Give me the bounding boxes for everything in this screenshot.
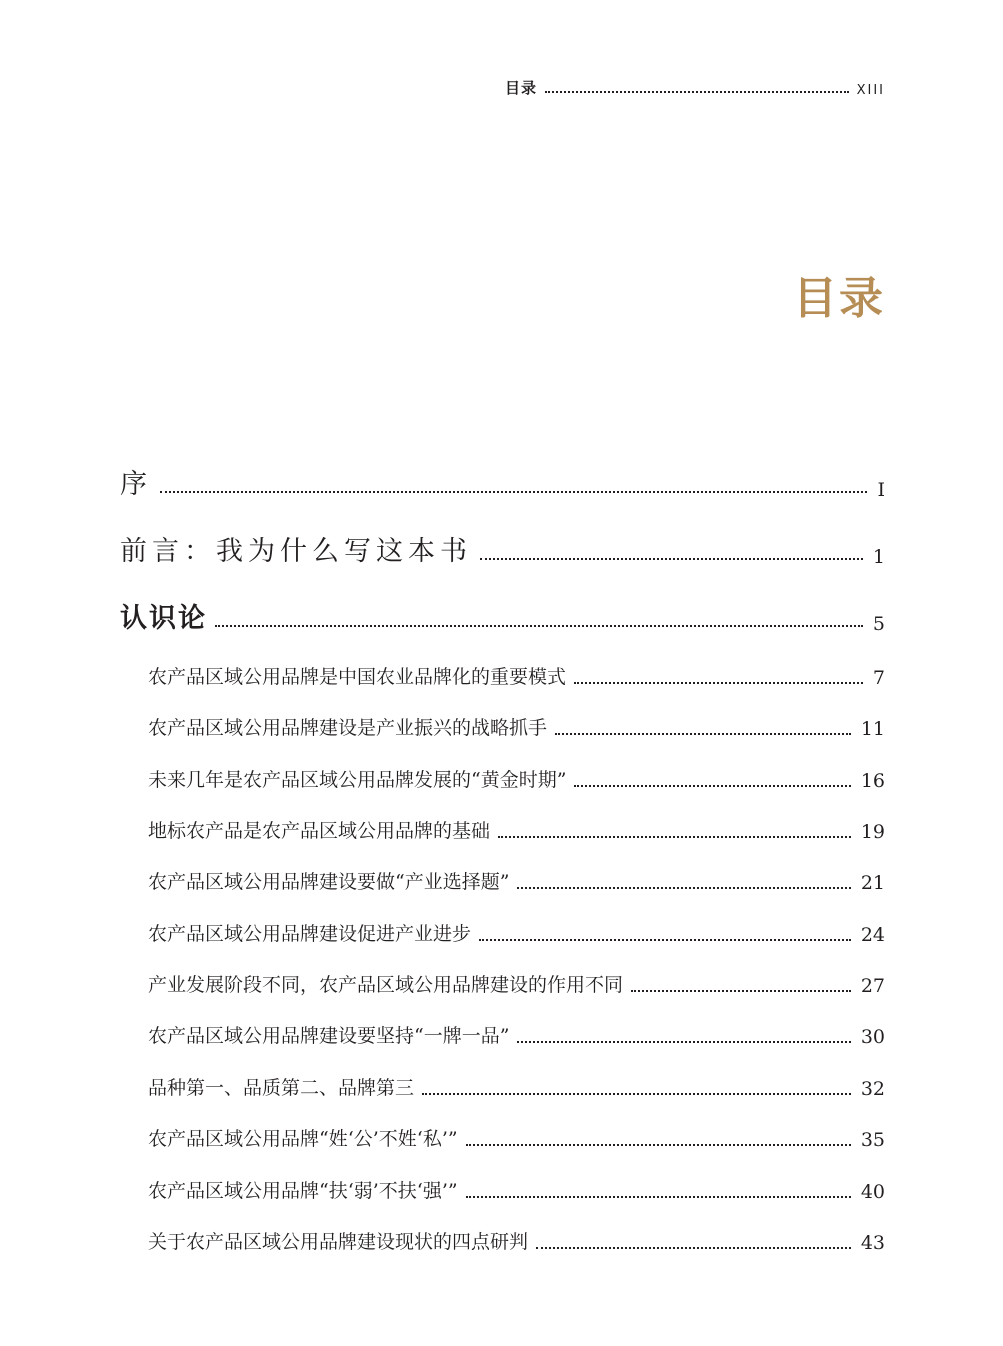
toc-dot-leader: [480, 558, 863, 560]
toc-entry-part[interactable]: [120, 596, 885, 635]
toc-entry-preface[interactable]: [120, 462, 885, 501]
toc-page-number: 43: [860, 1232, 885, 1254]
toc-entry-label: 未来几年是农产品区域公用品牌发展的“黄金时期”: [148, 769, 567, 791]
toc-entry-label: 农产品区域公用品牌“扶‘弱’不扶‘强’”: [148, 1180, 458, 1202]
toc-page-number: 40: [860, 1181, 885, 1203]
toc-entry[interactable]: [148, 1021, 885, 1048]
toc-entry-label: 产业发展阶段不同，农产品区域公用品牌建设的作用不同: [148, 974, 624, 996]
toc-dot-leader: [479, 939, 851, 941]
toc-entry[interactable]: [148, 765, 885, 792]
running-head-page-number: XIII: [856, 83, 885, 98]
toc-page-number: 16: [860, 770, 885, 792]
toc-entry-label: 农产品区域公用品牌建设促进产业进步: [148, 923, 472, 945]
toc-entry-label: 农产品区域公用品牌建设是产业振兴的战略抓手: [148, 717, 548, 739]
toc-entry-label: 品种第一、品质第二、品牌第三: [148, 1077, 415, 1099]
toc-page-number: 30: [860, 1026, 885, 1048]
toc-entry[interactable]: [148, 1176, 885, 1203]
toc-page-number: 35: [860, 1129, 885, 1151]
toc-entry-label: 关于农产品区域公用品牌建设现状的四点研判: [148, 1231, 529, 1253]
toc-part-label: 认识论: [120, 603, 207, 634]
toc-page-number: 24: [860, 924, 885, 946]
toc-dot-leader: [160, 491, 867, 493]
toc-entry[interactable]: [148, 1073, 885, 1100]
toc-entry-foreword[interactable]: [120, 529, 885, 568]
toc-dot-leader: [536, 1247, 851, 1249]
toc-dot-leader: [466, 1196, 851, 1198]
toc-page-number: 27: [860, 975, 885, 997]
toc-page-number: 32: [860, 1078, 885, 1100]
toc-dot-leader: [466, 1144, 851, 1146]
toc-entry[interactable]: [148, 919, 885, 946]
toc-page-number: 7: [872, 667, 885, 689]
toc-dot-leader: [498, 836, 851, 838]
toc-dot-leader: [574, 785, 850, 787]
running-head: [505, 72, 885, 98]
toc-entry-label: 地标农产品是农产品区域公用品牌的基础: [148, 820, 491, 842]
toc-page-number: 21: [860, 872, 885, 894]
running-head-title: 目录: [505, 79, 538, 97]
toc-page-number: 5: [872, 613, 885, 635]
toc-entry[interactable]: [148, 713, 885, 740]
toc-entry[interactable]: [148, 816, 885, 843]
toc-dot-leader: [631, 990, 851, 992]
toc-entry[interactable]: [148, 1227, 885, 1254]
toc-dot-leader: [215, 625, 863, 627]
toc-entry-label: 农产品区域公用品牌建设要做“产业选择题”: [148, 871, 510, 893]
toc-dot-leader: [422, 1093, 851, 1095]
toc-page-number: 1: [872, 546, 885, 568]
toc-entry-label: 前言：我为什么写这本书: [120, 536, 472, 567]
toc-page-number: 19: [860, 821, 885, 843]
toc-dot-leader: [555, 733, 851, 735]
toc-entry-label: 农产品区域公用品牌建设要坚持“一牌一品”: [148, 1025, 510, 1047]
toc-entry[interactable]: [148, 867, 885, 894]
page-title: 目录: [793, 273, 885, 324]
toc-entry[interactable]: [148, 970, 885, 997]
toc-page-number: 11: [860, 718, 885, 740]
running-head-leader: [545, 91, 849, 93]
toc-entry[interactable]: [148, 662, 885, 689]
toc-dot-leader: [517, 1041, 850, 1043]
toc-dot-leader: [517, 887, 850, 889]
toc-dot-leader: [574, 682, 863, 684]
toc-page-number: I: [877, 479, 885, 501]
toc-entry[interactable]: [148, 1124, 885, 1151]
toc-entry-label: 农产品区域公用品牌“姓‘公’不姓‘私’”: [148, 1128, 458, 1150]
toc-entry-label: 序: [120, 469, 152, 500]
toc-entry-label: 农产品区域公用品牌是中国农业品牌化的重要模式: [148, 666, 567, 688]
